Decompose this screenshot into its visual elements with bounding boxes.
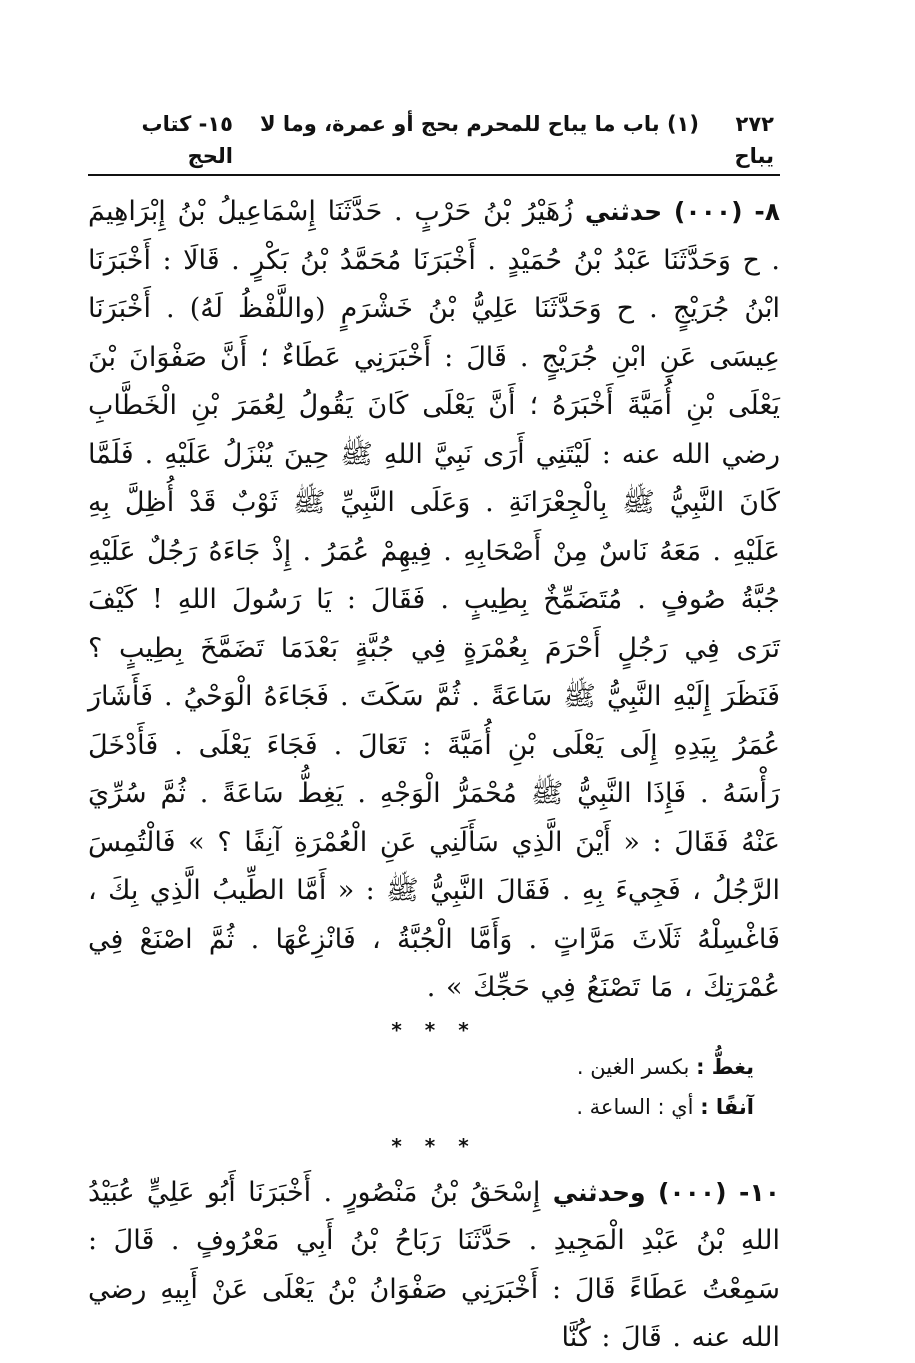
hadith-10-paragraph: [88, 1169, 780, 1363]
header-rule: [88, 174, 780, 176]
document-page: [88, 108, 780, 1363]
section-separator: * * *: [391, 1017, 477, 1042]
hadith-8-lead: حدثني: [584, 197, 663, 226]
glossary: [88, 1047, 780, 1127]
hadith-8-paragraph: [88, 188, 780, 1013]
running-header: [88, 108, 780, 174]
gloss-item: [88, 1087, 754, 1127]
section-title: (١) باب ما يباح للمحرم بحج أو عمرة، وما لا يباح: [259, 112, 774, 168]
gloss-term: آنفًا :: [700, 1094, 754, 1119]
gloss-item: [88, 1047, 754, 1087]
gloss-meaning: أي : الساعة .: [576, 1094, 694, 1119]
hadith-10-text: إِسْحَقُ بْنُ مَنْصُورٍ . أَخْبَرَنَا أَبُو عَلِيٍّ عُبَيْدُ اللهِ بْنُ عَبْدِ الْمَجِيدِ . حَدَّثَنَا رَبَاحُ بْنُ أَبِي مَعْرُوفٍ . قَالَ : سَمِعْتُ عَطَاءً قَالَ : أَخْبَرَنِي صَفْوَانُ بْنُ يَعْلَى عَنْ أَبِيهِ رضي الله عنه . قَالَ : كُنَّا: [88, 1176, 780, 1353]
hadith-8-number: ٨- (٠٠٠): [673, 197, 780, 226]
page-number: ٢٧٢: [735, 112, 774, 136]
hadith-10-number: ١٠- (٠٠٠): [657, 1177, 780, 1207]
hadith-10-lead: وحدثني: [552, 1177, 646, 1207]
hadith-8-text: زُهَيْرُ بْنُ حَرْبٍ . حَدَّثَنَا إِسْمَاعِيلُ بْنُ إِبْرَاهِيمَ . ح وَحَدَّثَنَا عَبْدُ بْنُ حُمَيْدٍ . أَخْبَرَنَا مُحَمَّدُ بْنُ بَكْرٍ . قَالَا : أَخْبَرَنَا ابْنُ جُرَيْجٍ . ح وَحَدَّثَنَا عَلِيُّ بْنُ خَشْرَمٍ (واللَّفْظُ لَهُ) . أَخْبَرَنَا عِيسَى عَنِ ابْنِ جُرَيْجٍ . قَالَ : أَخْبَرَنِي عَطَاءٌ ؛ أَنَّ صَفْوَانَ بْنَ يَعْلَى بْنِ أُمَيَّةَ أَخْبَرَهُ ؛ أَنَّ يَعْلَى كَانَ يَقُولُ لِعُمَرَ بْنِ الْخَطَّابِ رضي الله عنه : لَيْتَنِي أَرَى نَبِيَّ اللهِ ﷺ حِينَ يُنْزَلُ عَلَيْهِ . فَلَمَّا كَانَ النَّبِيُّ ﷺ بِالْجِعْرَانَةِ . وَعَلَى النَّبِيِّ ﷺ ثَوْبٌ قَدْ أُظِلَّ بِهِ عَلَيْهِ . مَعَهُ نَاسٌ مِنْ أَصْحَابِهِ . فِيهِمْ عُمَرُ . إِذْ جَاءَهُ رَجُلٌ عَلَيْهِ جُبَّةُ صُوفٍ . مُتَضَمِّخٌ بِطِيبٍ . فَقَالَ : يَا رَسُولَ اللهِ ! كَيْفَ تَرَى فِي رَجُلٍ أَحْرَمَ بِعُمْرَةٍ فِي جُبَّةٍ بَعْدَمَا تَضَمَّخَ بِطِيبٍ ؟ فَنَظَرَ إِلَيْهِ النَّبِيُّ ﷺ سَاعَةً . ثُمَّ سَكَتَ . فَجَاءَهُ الْوَحْيُ . فَأَشَارَ عُمَرُ بِيَدِهِ إِلَى يَعْلَى بْنِ أُمَيَّةَ : تَعَالَ . فَجَاءَ يَعْلَى . فَأَدْخَلَ رَأْسَهُ . فَإِذَا النَّبِيُّ ﷺ مُحْمَرُّ الْوَجْهِ . يَغِطُّ سَاعَةً . ثُمَّ سُرِّيَ عَنْهُ فَقَالَ : « أَيْنَ الَّذِي سَأَلَنِي عَنِ الْعُمْرَةِ آنِفًا ؟ » فَالْتُمِسَ الرَّجُلُ ، فَجِيءَ بِهِ . فَقَالَ النَّبِيُّ ﷺ : « أَمَّا الطِّيبُ الَّذِي بِكَ ، فَاغْسِلْهُ ثَلَاثَ مَرَّاتٍ . وَأَمَّا الْجُبَّةُ ، فَانْزِعْهَا . ثُمَّ اصْنَعْ فِي عُمْرَتِكَ ، مَا تَصْنَعُ فِي حَجِّكَ » .: [88, 196, 780, 1003]
gloss-term: يغطُّ :: [696, 1054, 754, 1079]
header-page-number-and-section: [233, 108, 774, 172]
gloss-meaning: بكسر الغين .: [576, 1054, 690, 1079]
section-separator: * * *: [391, 1133, 477, 1158]
book-title: ١٥- كتاب الحج: [141, 112, 233, 168]
